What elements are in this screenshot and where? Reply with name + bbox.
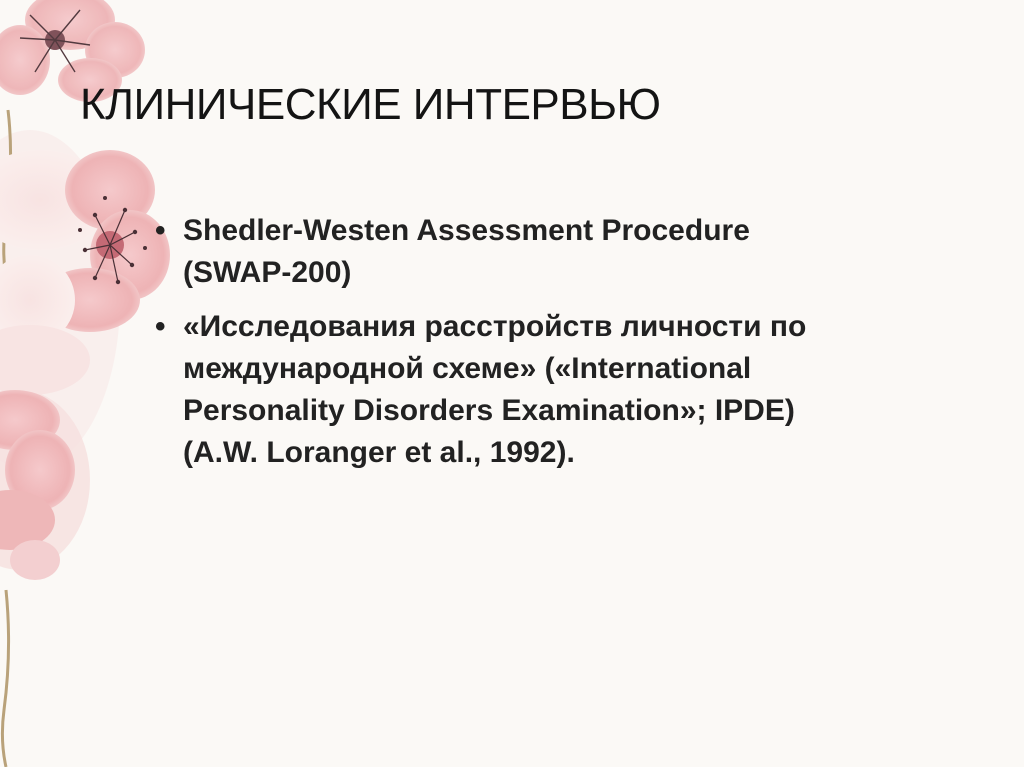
bullet-item-ipde [155, 306, 915, 474]
bullet-line: Shedler-Westen Assessment Procedure [183, 214, 750, 247]
bullet-marker: • [155, 214, 166, 247]
bullet-line: Personality Disorders Examination»; IPDE) [183, 394, 795, 427]
middle-flower [0, 150, 170, 395]
slide-title: КЛИНИЧЕСКИЕ ИНТЕРВЬЮ [80, 80, 661, 129]
bullet-line: международной схеме» («International [183, 352, 752, 385]
bullet-marker: • [155, 310, 166, 343]
bullet-list [155, 210, 915, 486]
bullet-line: (A.W. Loranger et al., 1992). [183, 436, 575, 469]
bullet-line: (SWAP-200) [183, 256, 352, 289]
bullet-line: «Исследования расстройств личности по [183, 310, 807, 343]
bullet-item-swap [155, 210, 915, 294]
